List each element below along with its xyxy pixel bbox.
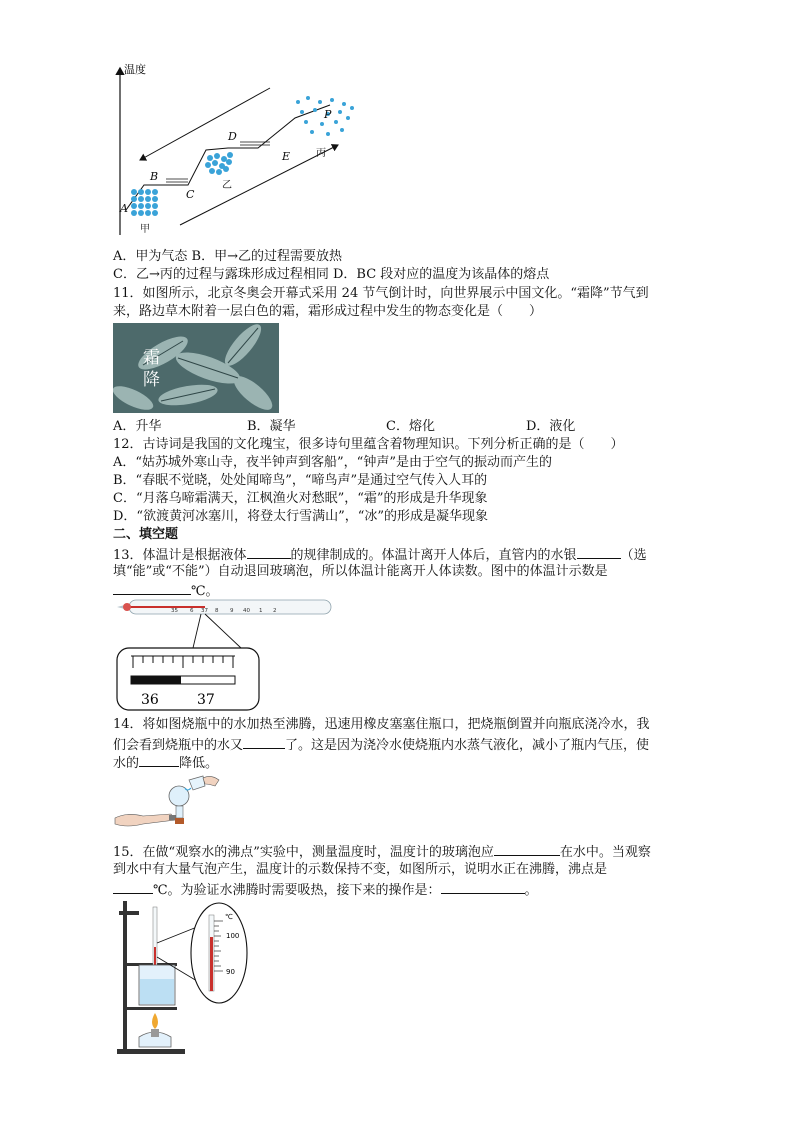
svg-text:1: 1 — [259, 608, 263, 614]
photo-caption-jiang: 降 — [143, 370, 160, 390]
q15-blank-3[interactable] — [441, 880, 525, 894]
photo-caption-shuang: 霜 — [143, 348, 160, 368]
q10-options-line1: A．甲为气态 B．甲→乙的过程需要放热 — [113, 249, 342, 264]
q14-line1: 14．将如图烧瓶中的水加热至沸腾，迅速用橡皮塞塞住瓶口，把烧瓶倒置并向瓶底浇冷水，我 — [113, 717, 650, 732]
q14-line2: 们会看到烧瓶中的水又 了。这是因为浇冷水使烧瓶内水蒸气液化，减小了瓶内气压，使 — [113, 735, 649, 754]
q13-blank-1[interactable] — [247, 545, 291, 559]
heating-arrow — [180, 145, 338, 225]
q12-option-b: B．“春眠不觉晓，处处闻啼鸟”，“啼鸟声”是通过空气传入人耳的 — [113, 473, 488, 488]
q13-line2: 填“能”或“不能”）自动退回玻璃泡，所以体温计能离开人体读数。图中的体温计示数是 — [113, 564, 608, 579]
scale-label-100: 100 — [226, 932, 240, 940]
q12-option-a: A．“姑苏城外寒山寺，夜半钟声到客船”，“钟声”是由于空气的振动而产生的 — [113, 455, 552, 470]
point-D: D — [228, 130, 237, 143]
q11-option-d: D．液化 — [526, 419, 576, 434]
solid-particles — [131, 189, 158, 216]
svg-text:2: 2 — [273, 608, 277, 614]
point-E: E — [282, 150, 291, 163]
axis-label-temperature: 温度 — [124, 63, 146, 76]
q12-option-d: D．“欲渡黄河冰塞川，将登太行雪满山”，“冰”的形成是凝华现象 — [113, 509, 489, 524]
q11-option-a: A．升华 — [113, 419, 162, 434]
q12-option-c: C．“月落乌啼霜满天，江枫渔火对愁眠”，“霜”的形成是升华现象 — [113, 491, 488, 506]
point-A: A — [120, 202, 128, 215]
q13-line3: ℃。 — [113, 581, 219, 600]
q14-line3: 水的 降低。 — [113, 753, 218, 772]
liquid-particles — [205, 152, 233, 175]
svg-text:35: 35 — [171, 608, 178, 614]
q15-blank-1[interactable] — [494, 842, 560, 856]
q13-blank-3[interactable] — [113, 581, 191, 595]
state-label-jia: 甲 — [140, 224, 150, 235]
section-title-fill-blank: 二、填空题 — [113, 527, 179, 542]
svg-text:6: 6 — [190, 608, 194, 614]
thermometer-zoom-oval — [191, 903, 247, 1003]
q11-option-b: B．凝华 — [247, 419, 296, 434]
scale-label-90: 90 — [226, 968, 235, 976]
svg-text:8: 8 — [215, 608, 219, 614]
zoom-label-37: 37 — [197, 692, 215, 708]
q15-line2: 到水中有大量气泡产生，温度计的示数保持不变，如图所示，说明水正在沸腾，沸点是 — [113, 862, 608, 877]
q11-stem-line2: 来，路边草木附着一层白色的霜，霜形成过程中发生的物态变化是（ ） — [113, 304, 543, 319]
clinical-thermometer-figure — [113, 596, 335, 712]
mercury-column — [131, 676, 181, 684]
q14-blank-2[interactable] — [139, 753, 179, 767]
q14-blank-1[interactable] — [243, 735, 285, 749]
inverted-flask-figure — [113, 772, 221, 834]
cooling-arrow — [140, 88, 270, 160]
state-label-bing: 丙 — [316, 148, 326, 159]
scale-unit: ℃ — [225, 913, 233, 921]
q13-blank-2[interactable] — [577, 545, 621, 559]
q11-option-c: C．熔化 — [386, 419, 435, 434]
q13-line1: 13．体温计是根据液体 的规律制成的。体温计离开人体后，直管内的水银 （选 — [113, 545, 647, 564]
boiling-experiment-figure — [113, 897, 253, 1057]
q12-stem: 12．古诗词是我国的文化瑰宝，很多诗句里蕴含着物理知识。下列分析正确的是（ ） — [113, 437, 624, 452]
q15-blank-2[interactable] — [113, 880, 153, 894]
point-B: B — [150, 170, 159, 183]
q15-line3: ℃。为验证水沸腾时需要吸热，接下来的操作是： 。 — [113, 880, 538, 899]
svg-text:40: 40 — [243, 608, 250, 614]
zoom-label-36: 36 — [141, 692, 159, 708]
q11-stem-line1: 11．如图所示，北京冬奥会开幕式采用 24 节气倒计时，向世界展示中国文化。“霜降”节气到 — [113, 286, 649, 301]
phase-diagram-figure — [110, 60, 380, 240]
q10-options-line2: C．乙→丙的过程与露珠形成过程相同 D．BC 段对应的温度为该晶体的熔点 — [113, 267, 550, 282]
state-label-yi: 乙 — [222, 180, 232, 191]
frost-leaves-photo — [113, 323, 279, 413]
svg-text:37: 37 — [201, 608, 208, 614]
point-C: C — [186, 188, 195, 201]
svg-text:9: 9 — [230, 608, 234, 614]
point-P: P — [324, 108, 332, 121]
q15-line1: 15．在做“观察水的沸点”实验中，测量温度时，温度计的玻璃泡应 在水中。当观察 — [113, 842, 651, 861]
